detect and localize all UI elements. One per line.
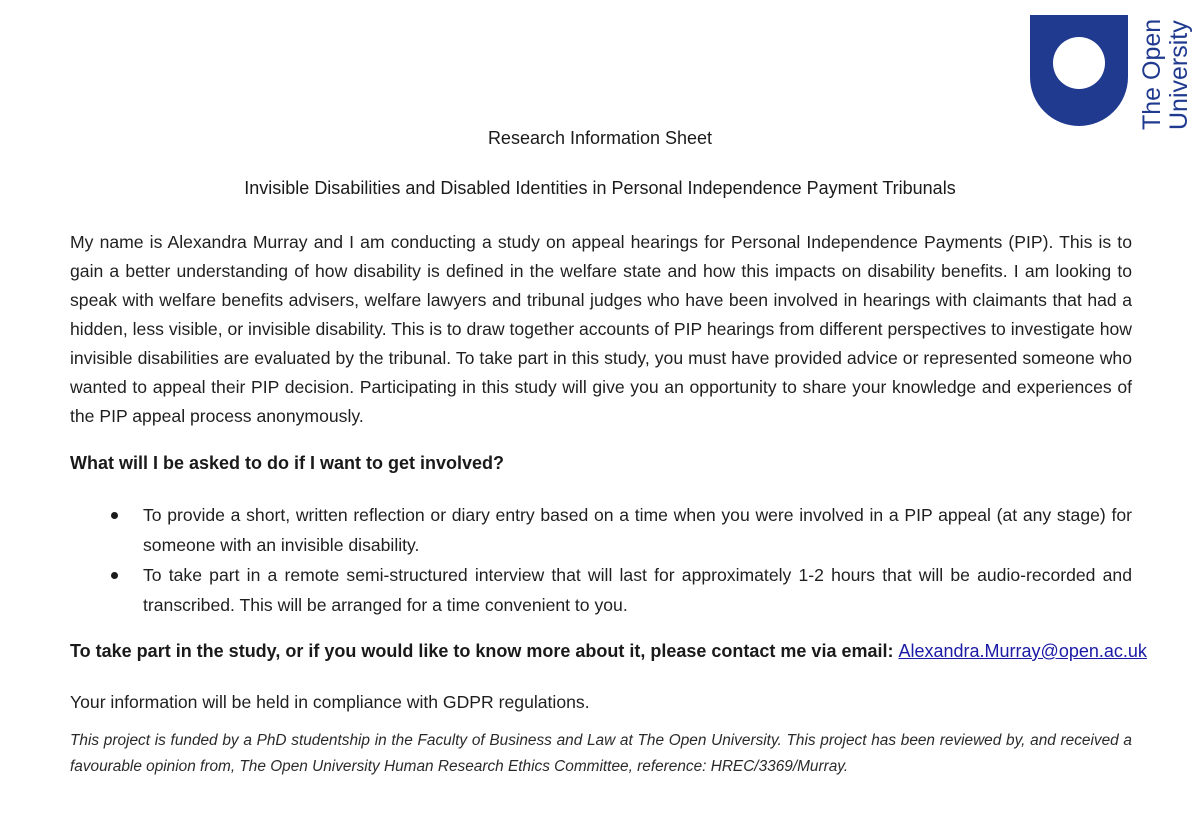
list-item-text: To provide a short, written reflection or diary entry based on a time when you were involved in a PIP appeal (at any stage) for someone with an invisible disability. (143, 505, 1132, 555)
contact-line (70, 641, 1147, 662)
open-university-shield-icon (1030, 15, 1193, 135)
bullet-icon (111, 572, 118, 579)
involvement-heading: What will I be asked to do if I want to get involved? (70, 453, 505, 473)
list-item (70, 500, 1132, 560)
contact-text: To take part in the study, or if you would like to know more about it, please contact me via email: (70, 641, 899, 661)
funding-statement: This project is funded by a PhD studentship in the Faculty of Business and Law at The Open University. This project has been reviewed by, and received a favourable opinion from, The Open University Human Research Ethics Committee, reference: HREC/3369/Murray. (70, 732, 1132, 775)
email-link[interactable]: Alexandra.Murray@open.ac.uk (898, 641, 1147, 661)
logo-line-2: University (1165, 20, 1193, 130)
open-university-logo (1030, 15, 1193, 135)
logo-line-1: The Open (1138, 18, 1166, 130)
gdpr-notice: Your information will be held in compliance with GDPR regulations. (70, 692, 590, 712)
list-item-text: To take part in a remote semi-structured interview that will last for approximately 1-2 hours that will be audio-recorded and transcribed. This will be arranged for a time convenient to you. (143, 565, 1132, 615)
list-item (70, 560, 1132, 620)
intro-paragraph: My name is Alexandra Murray and I am conducting a study on appeal hearings for Personal Independence Payments (PIP). This is to gain a better understanding of how disability is defined in the welfare state and how this impacts on disability benefits. I am looking to speak with welfare benefits advisers, welfare lawyers and tribunal judges who have been involved in hearings with claimants that had a hidden, less visible, or invisible disability. This is to draw together accounts of PIP hearings from different perspectives to investigate how invisible disabilities are evaluated by the tribunal. To take part in this study, you must have provided advice or represented someone who wanted to appeal their PIP decision. Participating in this study will give you an opportunity to share your knowledge and experiences of the PIP appeal process anonymously. (70, 232, 1132, 426)
involvement-list (70, 500, 1132, 620)
document-title: Research Information Sheet (487, 128, 713, 148)
bullet-icon (111, 512, 118, 519)
document-subtitle: Invisible Disabilities and Disabled Identities in Personal Independence Payment Tribunals (244, 178, 956, 198)
